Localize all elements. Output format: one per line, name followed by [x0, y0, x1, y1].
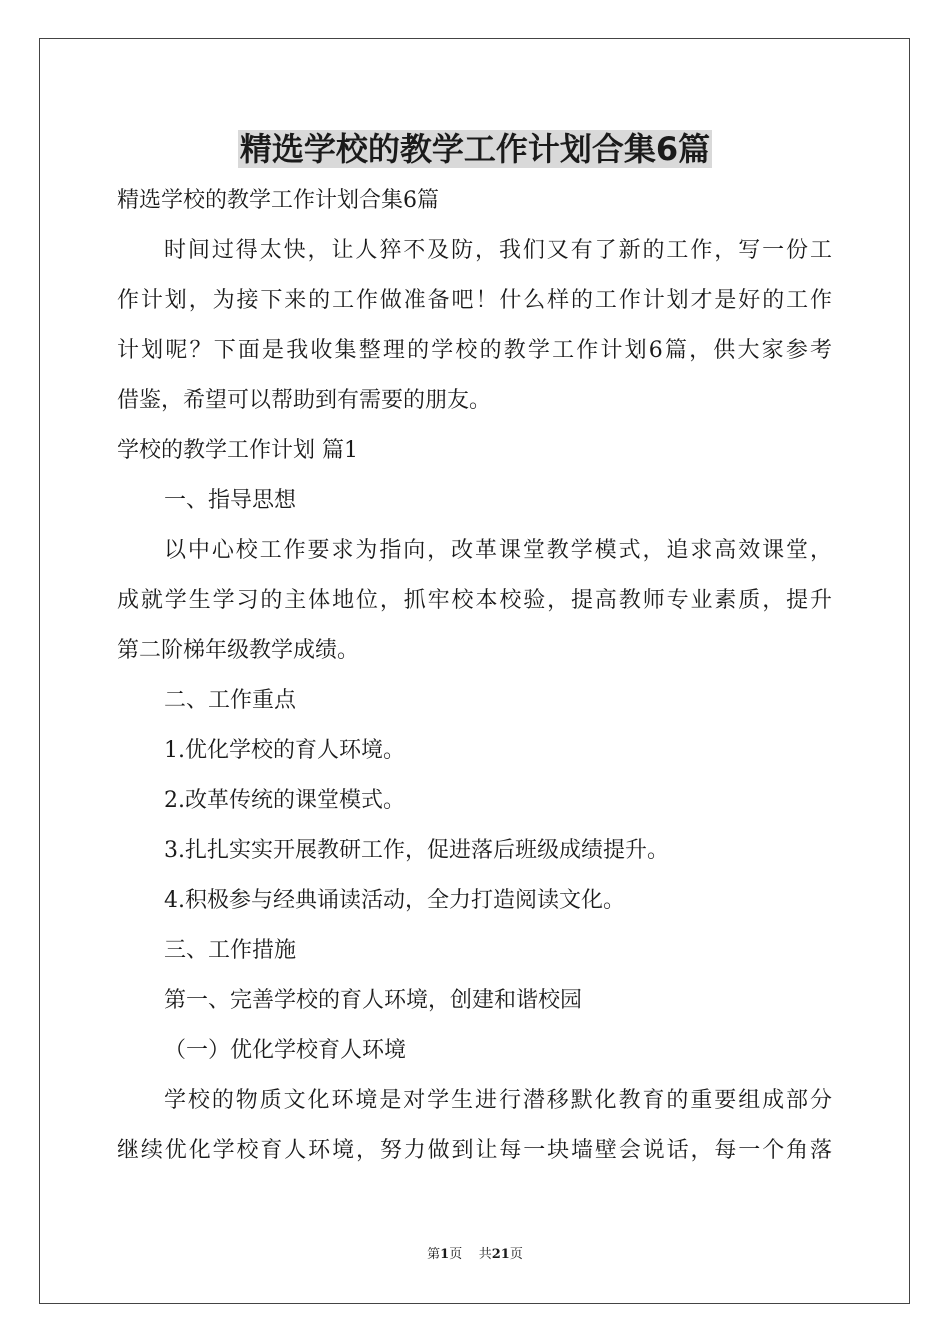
- subheading: 第一、完善学校的育人环境，创建和谐校园: [164, 988, 583, 1013]
- heading-work-measures: 三、工作措施: [164, 938, 297, 963]
- footer-prefix: 第: [427, 1247, 441, 1262]
- footer-total-prefix: 共: [478, 1247, 492, 1262]
- footer-total-pages: 21: [491, 1247, 510, 1262]
- subheading: （一）优化学校育人环境: [164, 1038, 407, 1063]
- footer-page-number: 1: [440, 1247, 450, 1262]
- paragraph-line: 第二阶梯年级教学成绩。: [117, 638, 360, 663]
- heading-guiding-thought: 一、指导思想: [164, 488, 297, 513]
- paragraph-line: 以中心校工作要求为指向，改革课堂教学模式，追求高效课堂，: [164, 538, 832, 563]
- section-heading: 学校的教学工作计划 篇1: [117, 438, 358, 463]
- paragraph-line: 成就学生学习的主体地位，抓牢校本校验，提高教师专业素质，提升: [117, 588, 832, 613]
- paragraph-line: 时间过得太快，让人猝不及防，我们又有了新的工作，写一份工: [164, 238, 832, 263]
- paragraph-line: 学校的物质文化环境是对学生进行潜移默化教育的重要组成部分: [164, 1088, 832, 1113]
- paragraph-line: 计划呢？下面是我收集整理的学校的教学工作计划6篇，供大家参考: [117, 338, 832, 363]
- list-item: 2.改革传统的课堂模式。: [164, 788, 405, 813]
- list-item: 1.优化学校的育人环境。: [164, 738, 405, 763]
- paragraph-line: 继续优化学校育人环境，努力做到让每一块墙壁会说话，每一个角落: [117, 1138, 832, 1163]
- footer-page-suffix: 页: [449, 1247, 463, 1262]
- footer-total-suffix: 页: [509, 1247, 523, 1262]
- paragraph-line: 借鉴，希望可以帮助到有需要的朋友。: [117, 388, 492, 413]
- document-title-text: 精选学校的教学工作计划合集6篇: [239, 130, 711, 168]
- page-footer: [0, 1246, 950, 1264]
- subtitle-line: 精选学校的教学工作计划合集6篇: [117, 188, 439, 213]
- paragraph-line: 作计划，为接下来的工作做准备吧！什么样的工作计划才是好的工作: [117, 288, 832, 313]
- document-title: [0, 126, 950, 172]
- list-item: 3.扎扎实实开展教研工作，促进落后班级成绩提升。: [164, 838, 669, 863]
- heading-work-focus: 二、工作重点: [164, 688, 297, 713]
- list-item: 4.积极参与经典诵读活动，全力打造阅读文化。: [164, 888, 625, 913]
